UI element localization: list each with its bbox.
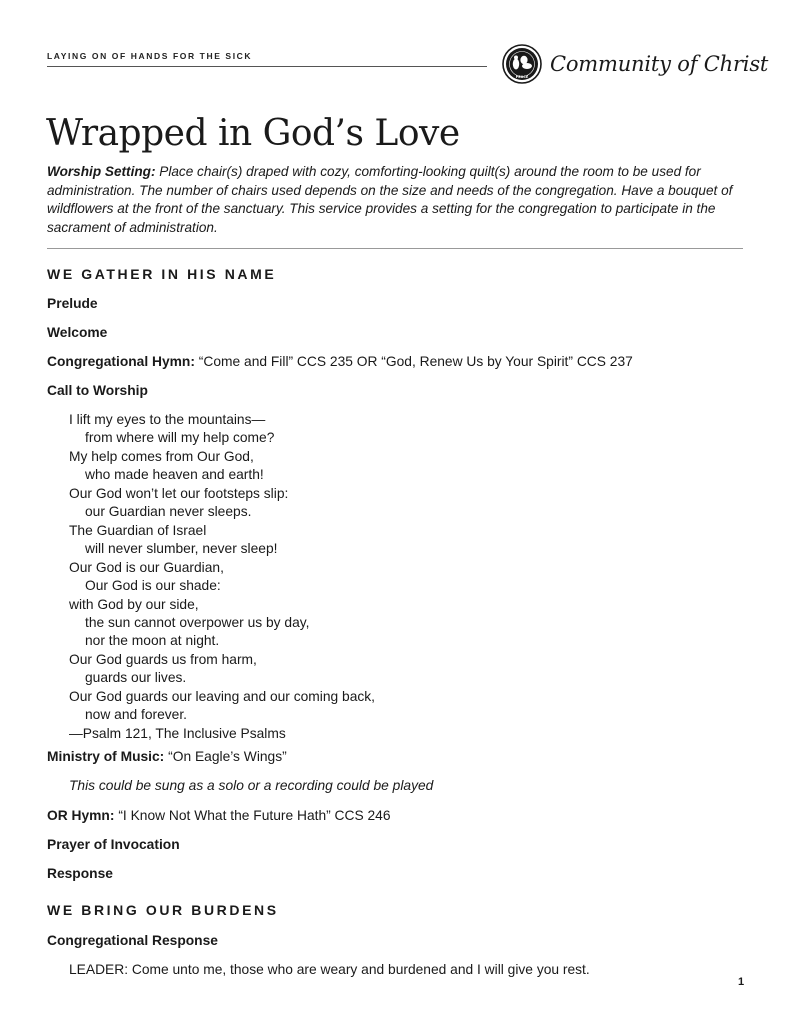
psalm-line: now and forever. [85, 707, 188, 723]
congregational-response-label: Congregational Response [47, 933, 218, 948]
music-text: “On Eagle’s Wings” [168, 749, 287, 764]
call-to-worship-item [47, 383, 148, 398]
prelude-label: Prelude [47, 296, 98, 311]
ministry-of-music-item [47, 749, 287, 764]
psalm-line: with God by our side, [69, 596, 199, 612]
seal-icon [502, 44, 542, 84]
psalm-line: who made heaven and earth! [85, 467, 264, 483]
congregational-hymn-item [47, 354, 633, 369]
psalm-line: our Guardian never sleeps. [85, 504, 252, 520]
invocation-item [47, 837, 180, 852]
welcome-item [47, 325, 107, 340]
psalm-reading [69, 411, 375, 743]
worship-setting-label: Worship Setting: [47, 164, 156, 179]
psalm-line: I lift my eyes to the mountains— [69, 412, 266, 427]
psalm-line: —Psalm 121, The Inclusive Psalms [69, 725, 286, 741]
worship-setting-text: Place chair(s) draped with cozy, comforting-looking quilt(s) around the room to be used for administration. The number of chairs used depends on the size and needs of the congregation. Have a bouquet of wildflowers at the front of the sanctuary. This service provides a setting for the congregation to participate in the sacrament of administration. [47, 164, 733, 235]
psalm-line: nor the moon at night. [85, 633, 220, 649]
psalm-line: Our God is our shade: [85, 578, 221, 594]
hymn-text: “Come and Fill” CCS 235 OR “God, Renew Us by Your Spirit” CCS 237 [198, 354, 633, 369]
leader-line: LEADER: Come unto me, those who are weary and burdened and I will give you rest. [69, 962, 590, 977]
psalm-line: Our God guards us from harm, [69, 651, 257, 667]
psalm-line: from where will my help come? [85, 430, 275, 446]
psalm-line: will never slumber, never sleep! [85, 541, 278, 557]
or-hymn-text: “I Know Not What the Future Hath” CCS 246 [118, 808, 391, 823]
logo-wordmark: Community of Christ [550, 52, 769, 76]
call-to-worship-label: Call to Worship [47, 383, 148, 398]
worship-setting-paragraph [47, 163, 747, 237]
section-heading-burdens: WE BRING OUR BURDENS [47, 902, 279, 918]
response-label: Response [47, 866, 113, 881]
psalm-line: The Guardian of Israel [69, 522, 207, 538]
or-hymn-label: OR Hymn: [47, 808, 115, 823]
seal-text: PEACE [515, 75, 529, 79]
welcome-label: Welcome [47, 325, 108, 340]
psalm-line: My help comes from Our God, [69, 448, 254, 464]
psalm-line: Our God is our Guardian, [69, 559, 224, 575]
music-note: This could be sung as a solo or a recording could be played [69, 778, 434, 793]
section-heading-gather: WE GATHER IN HIS NAME [47, 266, 277, 282]
psalm-line: guards our lives. [85, 670, 187, 686]
header-divider [47, 66, 487, 67]
psalm-line: Our God guards our leaving and our coming back, [69, 688, 376, 704]
psalm-line: the sun cannot overpower us by day, [85, 614, 310, 630]
psalm-line: Our God won’t let our footsteps slip: [69, 485, 289, 501]
or-hymn-item [47, 808, 391, 823]
community-of-christ-logo [502, 44, 768, 84]
page-title: Wrapped in God’s Love [46, 113, 460, 154]
invocation-label: Prayer of Invocation [47, 837, 180, 852]
music-label: Ministry of Music: [47, 749, 165, 764]
section-divider [47, 248, 743, 249]
congregational-response-item [47, 933, 218, 948]
hymn-label: Congregational Hymn: [47, 354, 195, 369]
response-item [47, 866, 113, 881]
document-category-label: LAYING ON OF HANDS FOR THE SICK [47, 51, 253, 61]
prelude-item [47, 296, 98, 311]
page-number: 1 [738, 976, 745, 988]
